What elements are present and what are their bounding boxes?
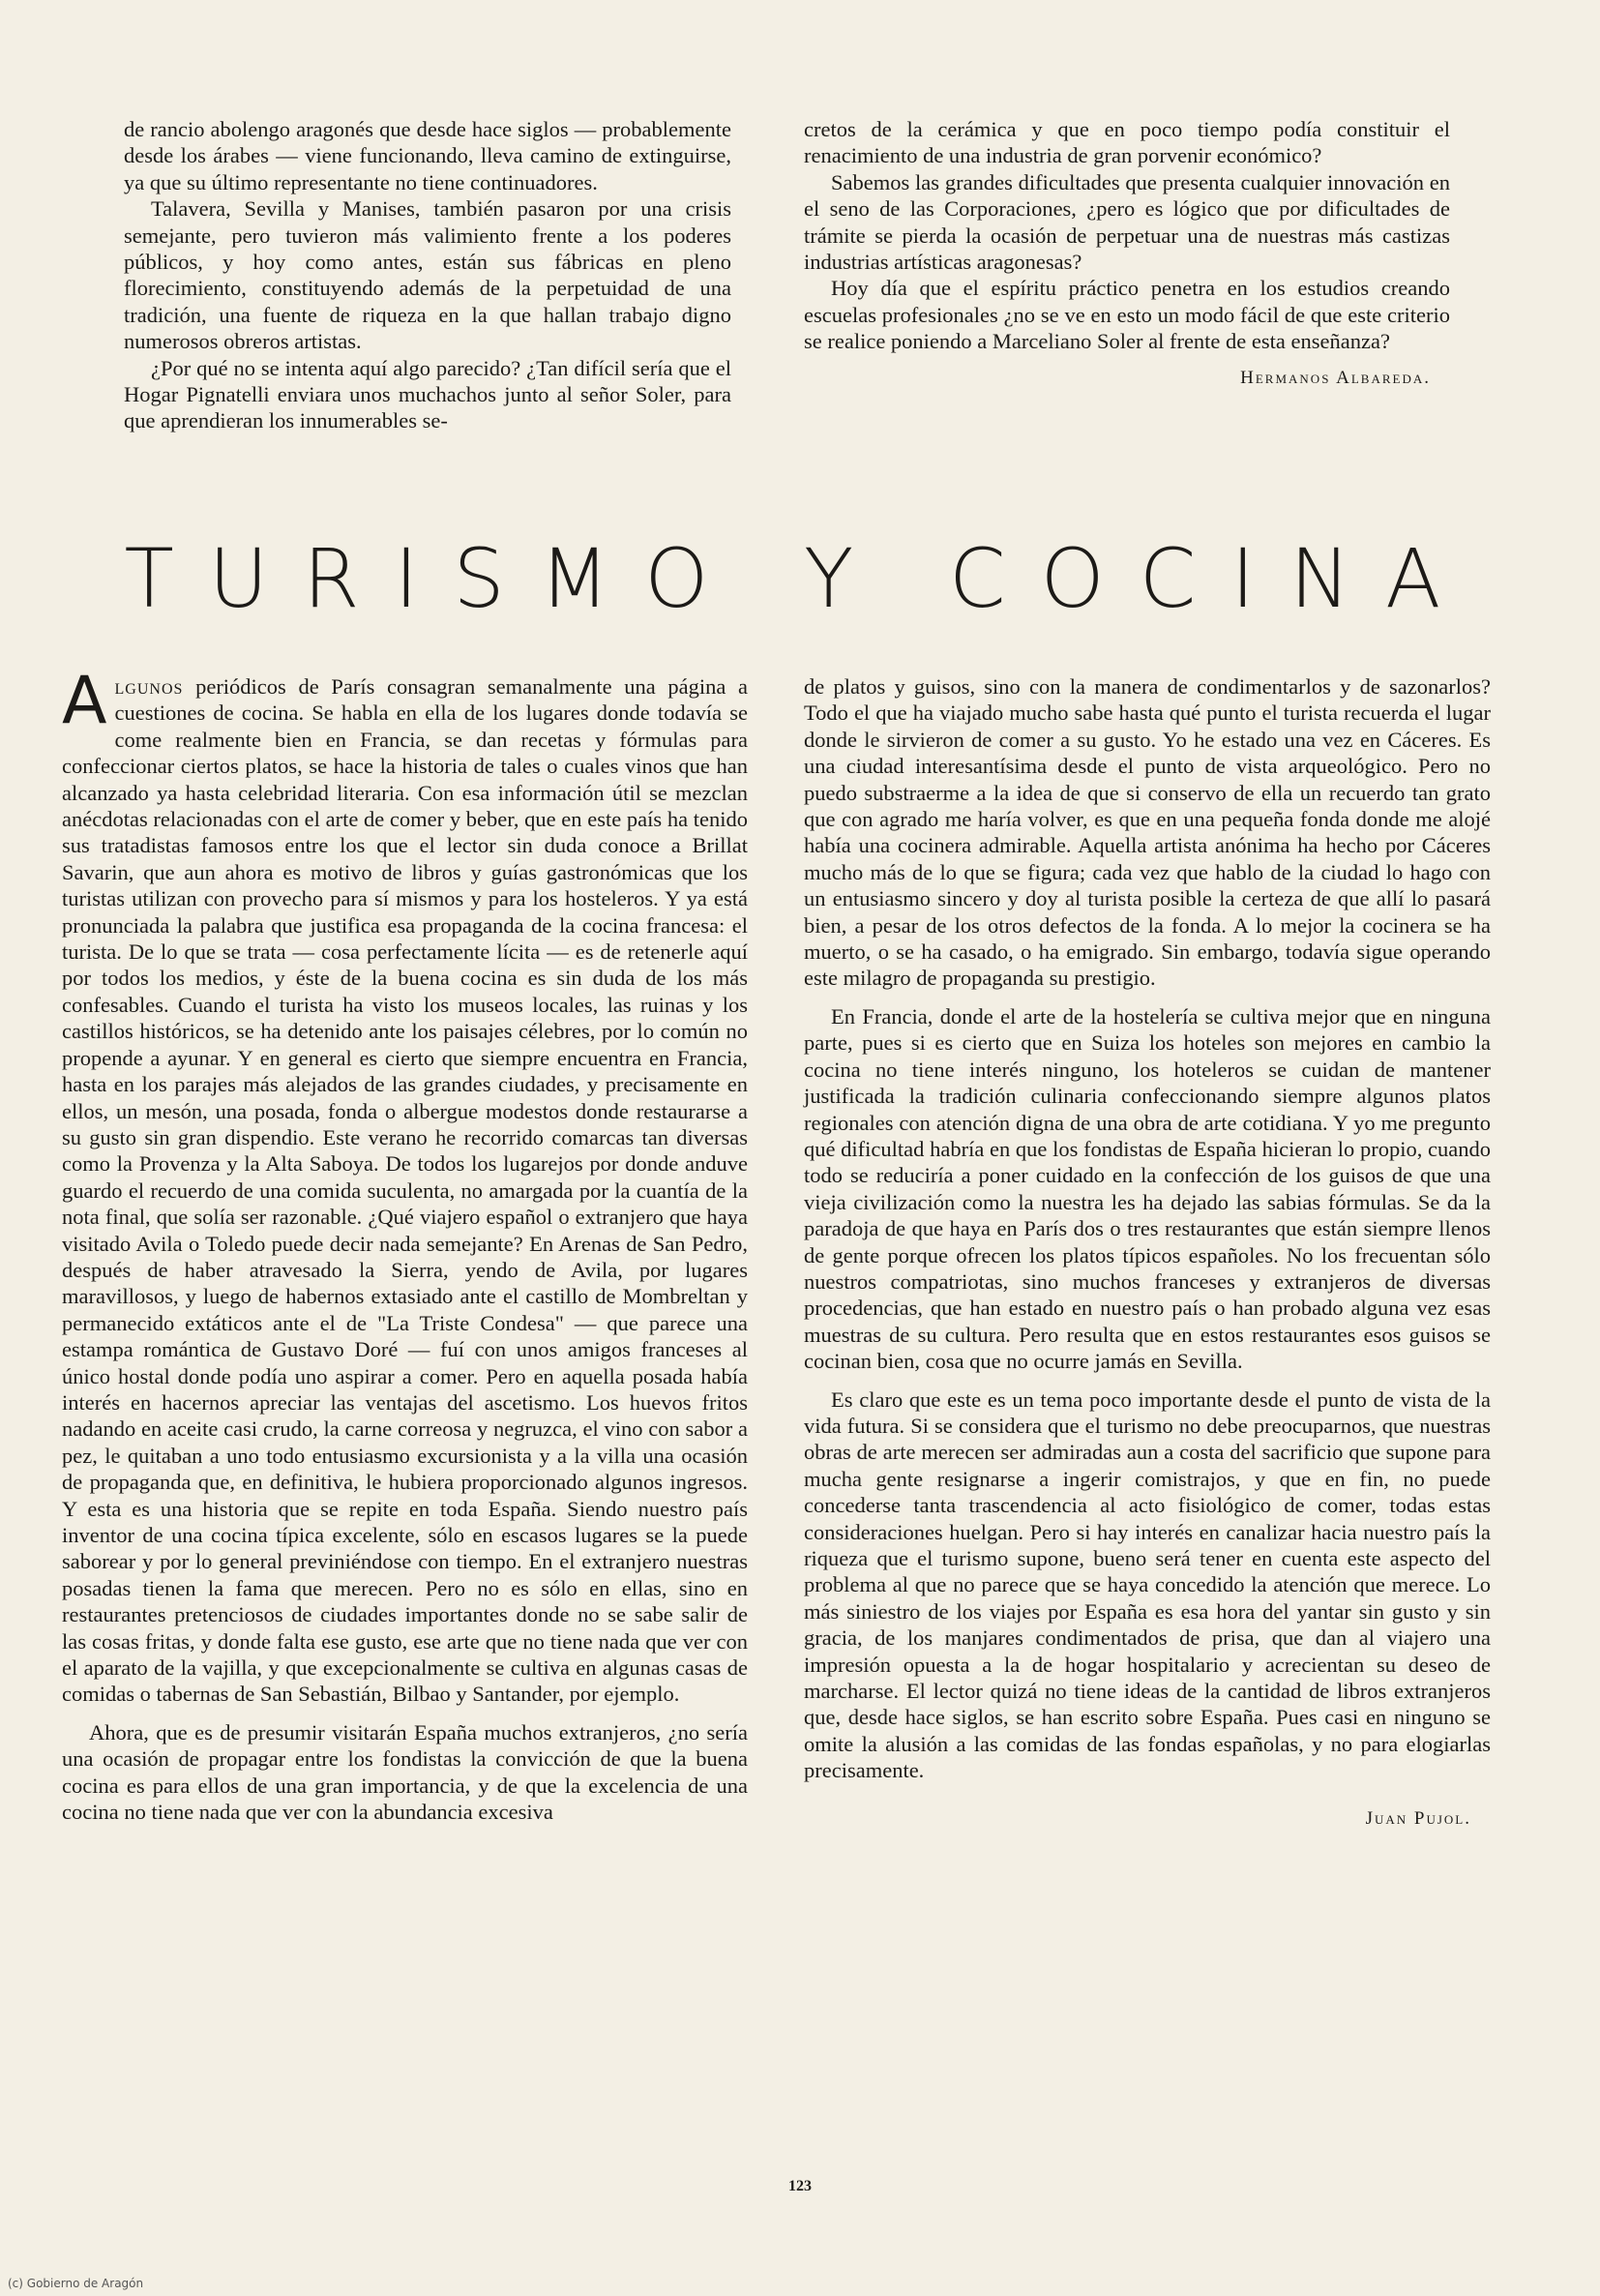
paragraph-text: periódicos de París consagran semanalmente una página a cuestiones de cocina. Se habla en ella de los lugares donde todavía se come realmente bien en Francia, se dan recetas y fórmulas para confeccionar ciertos platos, se hace la historia de tales o cuales vinos que han alcanzado ya hasta celebridad literaria. Con esa información útil se mezclan anécdotas relacionadas con el arte de comer y beber, que en este país ha tenido sus tratadistas famosos entre los que el lector sin duda conoce a Brillat Savarin, que aun ahora es motivo de libros y guías gastronómicas que los turistas utilizan con provecho para sí mismos y para los hosteleros. Y ya está pronunciada la palabra que justifica esa propaganda de la cocina francesa: el turista. De lo que se trata — cosa perfectamente lícita — es de retenerle aquí por todos los medios, y éste de la buena cocina es sin duda de los más confesables. Cuando el turista ha visto los museos locales, las ruinas y los castillos históricos, se ha detenido ante los paisajes célebres, por lo común no propende a ayunar. Y en general es cierto que siempre encuentra en Francia, hasta en los parajes más alejados de las grandes ciudades, y precisamente en ellos, un mesón, una posada, fonda o albergue modestos donde restaurarse a su gusto sin gran dispendio. Este verano he recorrido comarcas tan diversas como la Provenza y la Alta Saboya. De todos los lugarejos por donde anduve guardo el recuerdo de una comida suculenta, no amargada por la cuantía de la nota final, que solía ser razonable. ¿Qué viajero español o extranjero que haya visitado Avila o Toledo puede decir nada semejante? En Arenas de San Pedro, después de haber atravesado la Sierra, yendo de Avila, por lugares maravillosos, y luego de habernos extasiado ante el castillo de Mombreltan y permanecido extáticos ante el de "La Triste Condesa" — que parece una estampa romántica de Gustavo Doré — fuí con unos amigos franceses al único hostal donde podía uno aspirar a comer. Pero en aquella posada había interés en hacernos apreciar las ventajas del ascetismo. Los huevos fritos nadando en aceite casi crudo, la carne correosa y negruzca, el vino con sabor a pez, le quitaban a uno todo entusiasmo excursionista y a la villa una ocasión de propaganda que, en definitiva, le hubiera proporcionado algunos ingresos. Y esta es una historia que se repite en toda España. Siendo nuestro país inventor de una cocina típica excelente, sólo en escasos lugares se la puede saborear y por lo general previniéndose con tiempo. En el extranjero nuestras posadas tienen la fama que merecen. Pero no es sólo en ellas, sino en restaurantes pretenciosos de ciudades importantes donde no se sabe salir de las cosas fritas, y donde falta ese gusto, ese arte que no tiene nada que ver con el aparato de la vajilla, y que excepcionalmente se cultiva en algunas casas de comidas o tabernas de San Sebastián, Bilbao y Santander, por ejemplo. (62, 674, 748, 1707)
author-signature: Juan Pujol. (1365, 1807, 1471, 1829)
article-right-column (804, 673, 1491, 1832)
drop-cap: A (62, 663, 107, 739)
paragraph: de platos y guisos, sino con la manera de condimentarlos y de sazonarlos? Todo el que ha viajado mucho sabe hasta qué punto el turista recuerda el lugar donde le sirvieron de comer a su gusto. Yo he estado una vez en Cáceres. Es una ciudad interesantísima desde el punto de vista arqueológico. Pero no puedo substraerme a la idea de que si conservo de ella un recuerdo tan grato que con agrado me haría volver, es que en una pequeña fonda donde me alojé había una cocinera admirable. Aquella artista anónima ha hecho por Cáceres mucho más de lo que se figura; cada vez que hablo de la ciudad lo hago con un entusiasmo sincero y doy al turista posible la certeza de que allí lo pasará bien, a pesar de los otros defectos de la fonda. A lo mejor la cocinera se ha muerto, o se ha casado, o ha emigrado. Sin embargo, todavía sigue operando este milagro de propaganda su prestigio. (804, 674, 1491, 991)
paragraph: Ahora, que es de presumir visitarán España muchos extranjeros, ¿no sería una ocasión de propagar entre los fondistas la convicción de que la buena cocina es para ellos de una gran importancia, y de que la excelencia de una cocina no tiene nada que ver con la abundancia excesiva (62, 1719, 748, 1825)
author-signature: Hermanos Albareda. (1240, 367, 1431, 388)
page-number: 123 (788, 2178, 812, 2194)
lead-word: lgunos (114, 674, 184, 699)
article-title: TURISMO Y COCINA (124, 531, 1476, 626)
article-left-column (62, 663, 748, 1825)
copyright-notice: (c) Gobierno de Aragón (8, 2277, 144, 2290)
paragraph: Es claro que este es un tema poco importante desde el punto de vista de la vida futura. Si se considera que el turismo no debe preocuparnos, que nuestras obras de arte merecen ser admiradas aun a costa del sacrificio que supone para mucha gente resignarse a ingerir comistrajos, y que en fin, no puede concederse tanta trascendencia al acto fisiológico de comer, todas estas consideraciones huelgan. Pero si hay interés en canalizar hacia nuestro país la riqueza que el turismo supone, bueno será tener en cuenta este aspecto del problema al que no parece que se haya concedido la atención que merece. Lo más siniestro de los viajes por España es esa hora del yantar sin gusto y sin gracia, de los manjares condimentados de prisa, que dan al viajero una impresión opuesta a la de hogar hospitalario y acrecientan su deseo de marcharse. El lector quizá no tiene ideas de la cantidad de libros extranjeros que, desde hace siglos, se han escrito sobre España. Pues casi en ninguno se omite la alusión a las comidas de las fondas españolas, y no para elogiarlas precisamente. (804, 1387, 1491, 1783)
top-left-column (124, 116, 731, 434)
paragraph (62, 663, 748, 1708)
paragraph: Sabemos las grandes dificultades que presenta cualquier innovación en el seno de las Corporaciones, ¿pero es lógico que por dificultades de trámite se pierda la ocasión de perpetuar una de nuestras más castizas industrias artísticas aragonesas? (804, 169, 1450, 275)
top-right-column (804, 116, 1450, 391)
paragraph: de rancio abolengo aragonés que desde hace siglos — probablemente desde los árabes — viene funcionando, lleva camino de extinguirse, ya que su último representante no tiene continuadores. (124, 117, 731, 194)
paragraph: En Francia, donde el arte de la hostelería se cultiva mejor que en ninguna parte, pues si es cierto que en Suiza los hoteles son mejores en cambio la cocina no tiene interés ninguno, los hoteleros se cuidan de mantener justificada la tradición culinaria confeccionando siempre algunos platos regionales con atención digna de una obra de arte cotidiana. Y yo me pregunto qué dificultad habría en que los fondistas de España hicieran lo propio, cuando todo se reduciría a poner cuidado en la confección de los guisos de que una vieja civilización como la nuestra les ha dejado las sabias fórmulas. Se da la paradoja de que haya en París dos o tres restaurantes que están siempre llenos de gente porque ofrecen los platos típicos españoles. No los frecuentan sólo nuestros compatriotas, sino muchos franceses y extranjeros de diversas procedencias, que han estado en nuestro país o han probado alguna vez esas muestras de su cultura. Pero resulta que en estos restaurantes esos guisos se cocinan bien, cosa que no ocurre jamás en Sevilla. (804, 1003, 1491, 1374)
paragraph: Talavera, Sevilla y Manises, también pasaron por una crisis semejante, pero tuvieron más valimiento frente a los poderes públicos, y hoy como antes, están sus fábricas en pleno florecimiento, constituyendo además de la perpetuidad de una tradición, una fuente de riqueza en la que hallan trabajo digno numerosos obreros artistas. (124, 196, 731, 354)
paragraph: Hoy día que el espíritu práctico penetra en los estudios creando escuelas profesionales ¿no se ve en esto un modo fácil de que este criterio se realice poniendo a Marceliano Soler al frente de esta enseñanza? (804, 276, 1450, 354)
paragraph: cretos de la cerámica y que en poco tiempo podía constituir el renacimiento de una industria de gran porvenir económico? (804, 117, 1450, 168)
paragraph: ¿Por qué no se intenta aquí algo parecido? ¿Tan difícil sería que el Hogar Pignatelli enviara unos muchachos junto al señor Soler, para que aprendieran los innumerables se- (124, 355, 731, 433)
